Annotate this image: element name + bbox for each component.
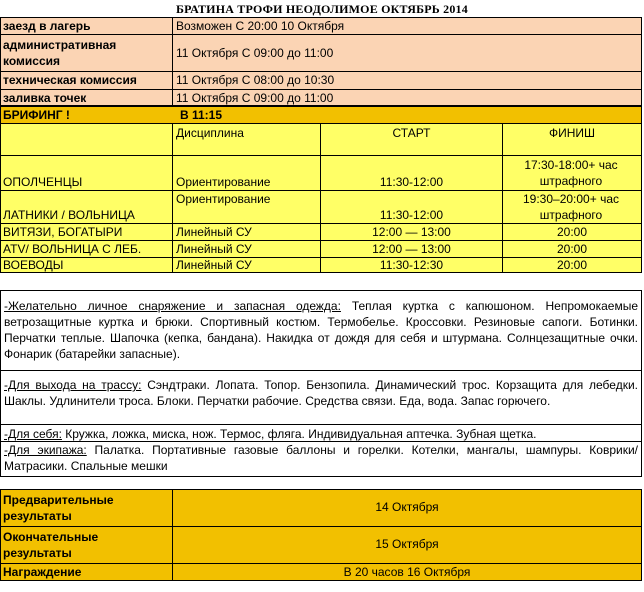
schedule-value-arrival: Возможен С 20:00 10 Октября <box>176 19 345 33</box>
class-start: 11:30-12:00 <box>379 175 444 189</box>
class-name: ВИТЯЗИ, БОГАТЫРИ <box>3 225 123 239</box>
results-label-final: Окончательные результаты <box>3 530 99 560</box>
class-start: 12:00 — 13:00 <box>372 225 451 239</box>
results-label-awards: Награждение <box>3 565 82 579</box>
equipment-text: Кружка, ложка, миска, нож. Термос, фляга. Индивидуальная аптечка. Зубная щетка. <box>61 427 537 441</box>
page-title: БРАТИНА ТРОФИ НЕОДОЛИМОЕ ОКТЯБРЬ 2014 <box>176 2 468 16</box>
equipment-text: Сэндтраки. Лопата. Топор. Бензопила. Динамический трос. Корзащита для лебедки. Шаклы. Удлинители троса. Блоки. Перчатки рабочие. Средства связи. Еда, вода. Запас горючего. <box>4 378 638 408</box>
schedule-label-admin: административная комиссия <box>3 38 117 68</box>
class-finish: 20:00 <box>556 258 588 272</box>
class-finish: 20:00 <box>556 242 588 256</box>
class-finish: 19:30–20:00+ час штрафного <box>523 192 619 222</box>
class-discipline: Линейный СУ <box>176 225 252 239</box>
equipment-crew <box>2 442 640 474</box>
equipment-personal <box>2 298 640 362</box>
briefing-label: БРИФИНГ ! <box>3 108 70 122</box>
header-start: СТАРТ <box>392 126 431 140</box>
class-discipline: Ориентирование <box>176 192 271 206</box>
class-name: ОПОЛЧЕНЦЫ <box>3 175 83 189</box>
header-discipline: Дисциплина <box>176 126 244 140</box>
class-discipline: Линейный СУ <box>176 258 252 272</box>
schedule-value-admin: 11 Октября С 09:00 до 11:00 <box>176 46 334 60</box>
results-value-preliminary: 14 Октября <box>375 500 439 514</box>
equipment-self <box>2 426 640 442</box>
results-value-final: 15 Октября <box>375 537 439 551</box>
class-name: ВОЕВОДЫ <box>3 258 64 272</box>
equipment-heading: -Для себя: <box>4 427 62 441</box>
equipment-text: Палатка. Портативные газовые баллоны и горелки. Котелки, мангалы, шампуры. Коврики/Матрасики. Спальные мешки <box>4 443 638 473</box>
schedule-label-arrival: заезд в лагерь <box>3 19 91 33</box>
class-discipline: Линейный СУ <box>176 242 252 256</box>
header-finish: ФИНИШ <box>548 126 596 140</box>
class-start: 12:00 — 13:00 <box>372 242 451 256</box>
schedule-value-tech: 11 Октября С 08:00 до 10:30 <box>176 73 335 87</box>
results-label-preliminary: Предварительные результаты <box>3 493 114 523</box>
class-start: 11:30-12:30 <box>379 258 444 272</box>
schedule-label-tech: техническая комиссия <box>3 73 137 87</box>
schedule-label-points: заливка точек <box>3 91 87 105</box>
class-name: ATV/ ВОЛЬНИЦА С ЛЕБ. <box>3 242 142 256</box>
class-discipline: Ориентирование <box>176 175 271 189</box>
class-finish: 20:00 <box>556 225 588 239</box>
equipment-heading: -Для экипажа: <box>4 443 87 457</box>
briefing-time: В 11:15 <box>180 108 223 122</box>
class-start: 11:30-12:00 <box>379 208 444 222</box>
equipment-track <box>2 377 640 409</box>
equipment-heading: -Для выхода на трассу: <box>4 378 142 392</box>
equipment-text: Теплая куртка с капюшоном. Непромокаемые ветрозащитные куртка и брюки. Спортивный костюм. Термобелье. Кроссовки. Резиновые сапоги. Ботинки. Перчатки теплые. Шапочка (кепка, бандана). Накидка от дождя для себя и штурмана. Солнцезащитные очки. Фонарик (батарейки запасные). <box>4 299 639 361</box>
equipment-heading: -Желательно личное снаряжение и запасная одежда: <box>4 299 341 313</box>
results-value-awards: В 20 часов 16 Октября <box>343 565 471 579</box>
schedule-value-points: 11 Октября С 09:00 до 11:00 <box>176 91 334 105</box>
class-finish: 17:30-18:00+ час штрафного <box>524 158 618 188</box>
class-name: ЛАТНИКИ / ВОЛЬНИЦА <box>3 208 135 222</box>
